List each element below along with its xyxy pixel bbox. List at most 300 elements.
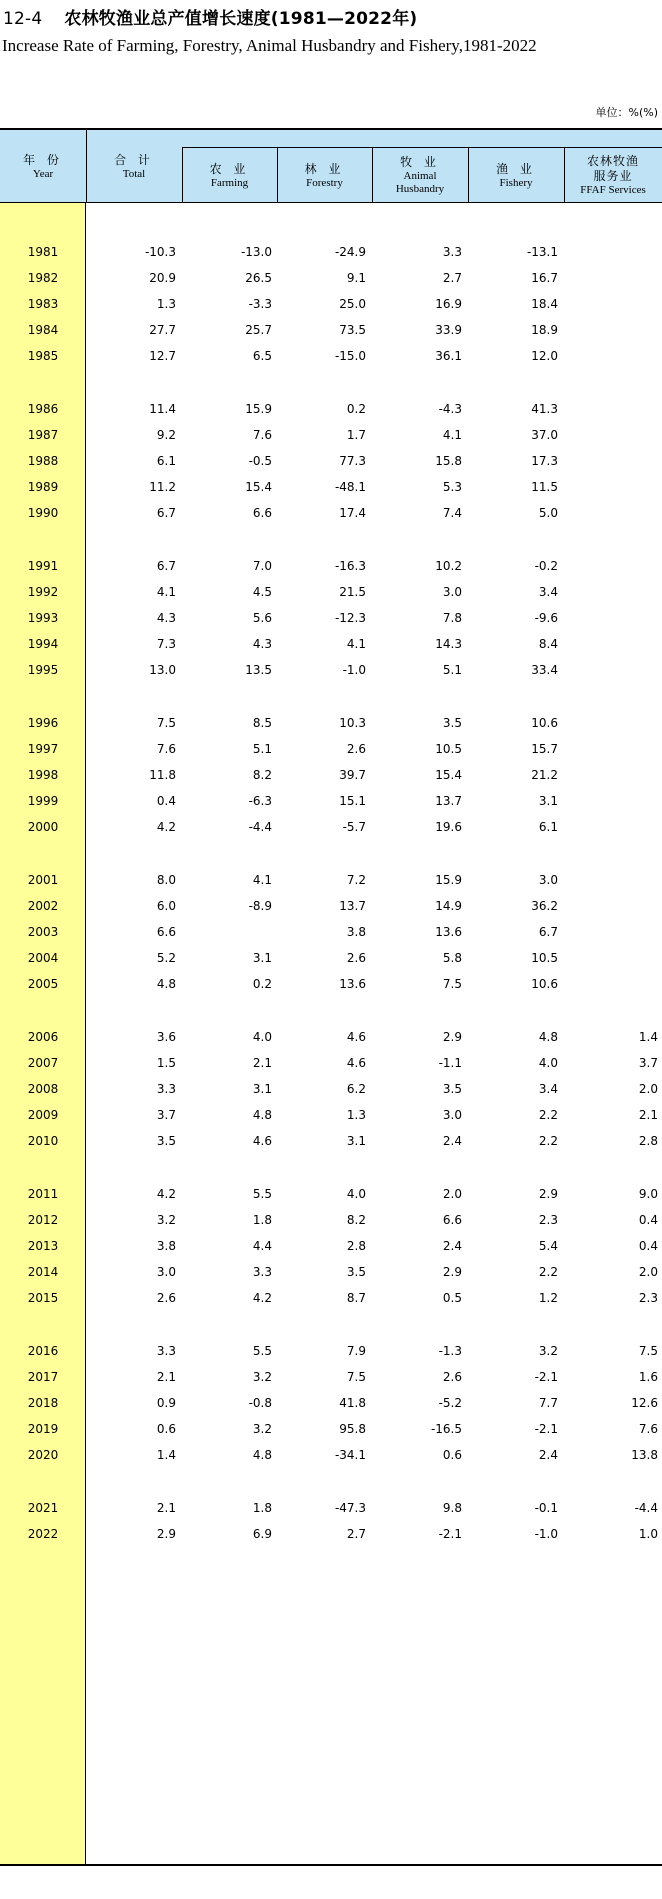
cell-forestry: 2.7	[346, 1527, 366, 1542]
cell-total: 7.6	[156, 742, 176, 757]
cell-total: 20.9	[149, 271, 176, 286]
cell-total: 6.1	[156, 454, 176, 469]
cell-ffaf-services: 2.8	[638, 1134, 658, 1149]
cell-fishery: 1.2	[538, 1291, 558, 1306]
cell-forestry: 0.2	[346, 402, 366, 416]
cell-total: 12.7	[149, 349, 176, 364]
title-text-zh: 农林牧渔业总产值增长速度(1981—2022年)	[64, 9, 418, 29]
header-farming-en: Farming	[210, 176, 249, 189]
header-year-zh: 年 份	[23, 152, 63, 167]
cell-year: 2011	[27, 1187, 59, 1201]
cell-year: 2022	[27, 1527, 59, 1542]
cell-year: 2006	[27, 1030, 59, 1044]
header-animal-zh: 牧 业	[400, 155, 440, 169]
cell-forestry: -16.3	[334, 559, 366, 573]
cell-forestry: 7.9	[346, 1344, 366, 1358]
cell-year: 1985	[27, 349, 59, 364]
cell-animal-husbandry: 7.5	[442, 977, 462, 992]
cell-forestry: -48.1	[334, 480, 366, 495]
cell-year: 1992	[27, 585, 59, 600]
cell-farming: -3.3	[248, 297, 272, 312]
cell-fishery: 21.2	[531, 768, 558, 783]
table-title-zh	[3, 4, 417, 29]
cell-total: 2.9	[156, 1527, 176, 1542]
cell-forestry: 2.8	[346, 1239, 366, 1254]
cell-total: 3.5	[156, 1134, 176, 1149]
cell-total: 4.8	[156, 977, 176, 992]
table-row	[0, 1185, 662, 1205]
cell-forestry: -47.3	[334, 1501, 366, 1515]
cell-animal-husbandry: -4.3	[438, 402, 462, 416]
cell-year: 2002	[27, 899, 59, 914]
cell-ffaf-services: 9.0	[638, 1187, 658, 1201]
cell-forestry: 2.6	[346, 742, 366, 757]
cell-farming: 4.8	[252, 1448, 272, 1463]
cell-fishery: 11.5	[531, 480, 558, 495]
cell-year: 2007	[27, 1056, 59, 1071]
cell-farming: 15.4	[245, 480, 272, 495]
table-header	[0, 128, 662, 203]
cell-farming: 15.9	[245, 402, 272, 416]
table-row	[0, 1028, 662, 1048]
cell-total: 4.3	[156, 611, 176, 626]
table-row	[0, 452, 662, 472]
cell-forestry: 25.0	[339, 297, 366, 312]
cell-animal-husbandry: 9.8	[442, 1501, 462, 1515]
cell-animal-husbandry: 7.8	[442, 611, 462, 626]
cell-year: 1999	[27, 794, 59, 809]
cell-fishery: 16.7	[531, 271, 558, 286]
cell-fishery: 6.7	[538, 925, 558, 940]
cell-year: 1986	[27, 402, 59, 416]
cell-ffaf-services: 0.4	[638, 1213, 658, 1228]
cell-year: 1996	[27, 716, 59, 730]
cell-farming: 8.5	[252, 716, 272, 730]
cell-farming: 7.6	[252, 428, 272, 443]
cell-farming: 4.1	[252, 873, 272, 887]
cell-animal-husbandry: 3.3	[442, 245, 462, 259]
cell-fishery: 2.9	[538, 1187, 558, 1201]
header-subdivider	[182, 147, 662, 148]
cell-year: 2015	[27, 1291, 59, 1306]
table-bottom-rule	[0, 1864, 662, 1866]
cell-year: 1990	[27, 506, 59, 521]
table-row	[0, 1420, 662, 1440]
year-column-background	[0, 128, 86, 1864]
cell-total: 6.6	[156, 925, 176, 940]
cell-ffaf-services: 1.0	[638, 1527, 658, 1542]
cell-animal-husbandry: 15.4	[435, 768, 462, 783]
cell-forestry: 3.8	[346, 925, 366, 940]
cell-total: 3.0	[156, 1265, 176, 1280]
cell-ffaf-services: 3.7	[638, 1056, 658, 1071]
cell-forestry: 9.1	[346, 271, 366, 286]
cell-forestry: 1.7	[346, 428, 366, 443]
cell-farming: -6.3	[248, 794, 272, 809]
table-row	[0, 478, 662, 498]
cell-total: 27.7	[149, 323, 176, 338]
cell-forestry: 4.6	[346, 1056, 366, 1071]
header-farming	[182, 148, 277, 203]
cell-forestry: 4.6	[346, 1030, 366, 1044]
cell-forestry: 3.5	[346, 1265, 366, 1280]
table-row	[0, 949, 662, 969]
table-row	[0, 609, 662, 629]
cell-fishery: 3.0	[538, 873, 558, 887]
header-divider	[468, 147, 469, 203]
table-row	[0, 504, 662, 524]
cell-animal-husbandry: 13.7	[435, 794, 462, 809]
cell-fishery: 41.3	[531, 402, 558, 416]
table-row	[0, 1289, 662, 1309]
cell-year: 2014	[27, 1265, 59, 1280]
cell-forestry: 77.3	[339, 454, 366, 469]
cell-animal-husbandry: 15.8	[435, 454, 462, 469]
cell-total: 9.2	[156, 428, 176, 443]
cell-ffaf-services: 0.4	[638, 1239, 658, 1254]
header-fishery	[468, 148, 564, 203]
cell-total: 6.7	[156, 506, 176, 521]
cell-ffaf-services: 12.6	[631, 1396, 658, 1411]
cell-total: 3.3	[156, 1344, 176, 1358]
cell-year: 1997	[27, 742, 59, 757]
cell-animal-husbandry: 33.9	[435, 323, 462, 338]
cell-forestry: -34.1	[334, 1448, 366, 1463]
table-row	[0, 1525, 662, 1545]
table-row	[0, 557, 662, 577]
cell-fishery: 10.6	[531, 716, 558, 730]
cell-year: 2013	[27, 1239, 59, 1254]
cell-total: 7.5	[156, 716, 176, 730]
cell-animal-husbandry: 14.9	[435, 899, 462, 914]
table-row	[0, 1394, 662, 1414]
cell-animal-husbandry: 2.4	[442, 1134, 462, 1149]
header-animal-en1: Animal	[403, 170, 437, 182]
cell-fishery: 3.2	[538, 1344, 558, 1358]
cell-forestry: 13.7	[339, 899, 366, 914]
cell-farming: 3.2	[252, 1422, 272, 1437]
cell-animal-husbandry: 16.9	[435, 297, 462, 312]
cell-year: 2004	[27, 951, 59, 966]
table-row	[0, 897, 662, 917]
cell-farming: 4.5	[252, 585, 272, 600]
cell-farming: -4.4	[248, 820, 272, 835]
cell-ffaf-services: 2.0	[638, 1082, 658, 1097]
cell-farming: 3.1	[252, 1082, 272, 1097]
cell-fishery: 17.3	[531, 454, 558, 469]
cell-year: 2012	[27, 1213, 59, 1228]
cell-animal-husbandry: 3.5	[442, 1082, 462, 1097]
cell-fishery: 10.6	[531, 977, 558, 992]
table-row	[0, 1211, 662, 1231]
cell-total: 2.1	[156, 1370, 176, 1385]
cell-total: 0.9	[156, 1396, 176, 1411]
cell-year: 2016	[27, 1344, 59, 1358]
table-row	[0, 400, 662, 420]
header-animal-husbandry	[372, 148, 468, 203]
table-row	[0, 740, 662, 760]
cell-forestry: 17.4	[339, 506, 366, 521]
cell-total: 3.3	[156, 1082, 176, 1097]
cell-animal-husbandry: 10.5	[435, 742, 462, 757]
cell-farming: 5.6	[252, 611, 272, 626]
cell-forestry: 13.6	[339, 977, 366, 992]
cell-farming: -8.9	[248, 899, 272, 914]
cell-total: 6.0	[156, 899, 176, 914]
cell-ffaf-services: -4.4	[634, 1501, 658, 1515]
header-total	[86, 130, 182, 203]
cell-forestry: 1.3	[346, 1108, 366, 1123]
cell-farming: 6.5	[252, 349, 272, 364]
cell-animal-husbandry: 2.9	[442, 1030, 462, 1044]
header-animal-en2: Husbandry	[395, 183, 445, 195]
cell-fishery: -0.2	[534, 559, 558, 573]
cell-farming: 4.2	[252, 1291, 272, 1306]
header-divider	[564, 147, 565, 203]
cell-year: 2020	[27, 1448, 59, 1463]
table-row	[0, 1132, 662, 1152]
cell-total: 13.0	[149, 663, 176, 678]
cell-fishery: -1.0	[534, 1527, 558, 1542]
cell-fishery: 8.4	[538, 637, 558, 652]
cell-farming: 3.2	[252, 1370, 272, 1385]
cell-animal-husbandry: 2.6	[442, 1370, 462, 1385]
cell-forestry: 3.1	[346, 1134, 366, 1149]
cell-forestry: -1.0	[342, 663, 366, 678]
cell-farming: -0.8	[248, 1396, 272, 1411]
cell-total: 4.2	[156, 820, 176, 835]
cell-animal-husbandry: 2.0	[442, 1187, 462, 1201]
cell-fishery: -13.1	[526, 245, 558, 259]
header-fishery-en: Fishery	[499, 176, 533, 189]
cell-fishery: 6.1	[538, 820, 558, 835]
cell-animal-husbandry: -1.1	[438, 1056, 462, 1071]
cell-year: 2005	[27, 977, 59, 992]
cell-year: 2009	[27, 1108, 59, 1123]
cell-animal-husbandry: 14.3	[435, 637, 462, 652]
header-forestry	[277, 148, 372, 203]
cell-fishery: 37.0	[531, 428, 558, 443]
cell-ffaf-services: 1.6	[638, 1370, 658, 1385]
table-row	[0, 583, 662, 603]
table-row	[0, 871, 662, 891]
cell-fishery: -2.1	[534, 1370, 558, 1385]
header-services-zh2: 服务业	[593, 169, 633, 183]
cell-total: 3.2	[156, 1213, 176, 1228]
cell-animal-husbandry: 5.3	[442, 480, 462, 495]
table-row	[0, 1263, 662, 1283]
cell-fishery: 7.7	[538, 1396, 558, 1411]
unit-label: 单位：%(%)	[595, 106, 658, 119]
table-row	[0, 818, 662, 838]
table-row	[0, 923, 662, 943]
cell-farming: 4.6	[252, 1134, 272, 1149]
table-row	[0, 1499, 662, 1519]
cell-total: -10.3	[144, 245, 176, 259]
table-row	[0, 347, 662, 367]
cell-year: 1994	[27, 637, 59, 652]
cell-animal-husbandry: 0.5	[442, 1291, 462, 1306]
cell-total: 2.1	[156, 1501, 176, 1515]
cell-animal-husbandry: 3.0	[442, 1108, 462, 1123]
cell-farming: 5.5	[252, 1187, 272, 1201]
cell-total: 1.4	[156, 1448, 176, 1463]
cell-ffaf-services: 7.6	[638, 1422, 658, 1437]
cell-forestry: 7.2	[346, 873, 366, 887]
cell-fishery: 18.9	[531, 323, 558, 338]
cell-farming: 1.8	[252, 1501, 272, 1515]
table-row	[0, 975, 662, 995]
cell-farming: 4.0	[252, 1030, 272, 1044]
cell-fishery: 4.0	[538, 1056, 558, 1071]
cell-fishery: 2.3	[538, 1213, 558, 1228]
cell-total: 5.2	[156, 951, 176, 966]
table-row	[0, 792, 662, 812]
cell-forestry: -15.0	[334, 349, 366, 364]
cell-year: 2003	[27, 925, 59, 940]
cell-year: 2018	[27, 1396, 59, 1411]
table-row	[0, 269, 662, 289]
cell-ffaf-services: 2.0	[638, 1265, 658, 1280]
cell-fishery: 5.4	[538, 1239, 558, 1254]
cell-fishery: -9.6	[534, 611, 558, 626]
cell-ffaf-services: 2.3	[638, 1291, 658, 1306]
table-row	[0, 635, 662, 655]
cell-forestry: 73.5	[339, 323, 366, 338]
table-row	[0, 243, 662, 263]
cell-fishery: 15.7	[531, 742, 558, 757]
table-row	[0, 661, 662, 681]
header-year-en: Year	[32, 167, 54, 180]
cell-animal-husbandry: -16.5	[430, 1422, 462, 1437]
header-forestry-zh: 林 业	[304, 161, 345, 176]
cell-year: 2008	[27, 1082, 59, 1097]
table-row	[0, 1054, 662, 1074]
cell-farming: 25.7	[245, 323, 272, 338]
cell-fishery: 36.2	[531, 899, 558, 914]
cell-year: 2017	[27, 1370, 59, 1385]
header-forestry-en: Forestry	[306, 176, 343, 189]
cell-total: 8.0	[156, 873, 176, 887]
cell-fishery: 3.1	[538, 794, 558, 809]
header-fishery-zh: 渔 业	[496, 161, 536, 176]
cell-total: 1.5	[156, 1056, 176, 1071]
cell-forestry: 41.8	[339, 1396, 366, 1411]
cell-total: 3.8	[156, 1239, 176, 1254]
cell-farming: 3.1	[252, 951, 272, 966]
cell-farming: 6.9	[252, 1527, 272, 1542]
header-total-en: Total	[122, 167, 146, 180]
cell-fishery: 2.2	[538, 1265, 558, 1280]
cell-animal-husbandry: -1.3	[438, 1344, 462, 1358]
cell-year: 2000	[27, 820, 59, 835]
cell-fishery: 18.4	[531, 297, 558, 312]
cell-animal-husbandry: 3.0	[442, 585, 462, 600]
cell-ffaf-services: 13.8	[631, 1448, 658, 1463]
table-number: 12-4	[3, 9, 43, 29]
cell-farming: 4.3	[252, 637, 272, 652]
header-services-en: FFAF Services	[580, 184, 646, 196]
cell-animal-husbandry: 3.5	[442, 716, 462, 730]
cell-animal-husbandry: 19.6	[435, 820, 462, 835]
cell-ffaf-services: 1.4	[638, 1030, 658, 1044]
header-total-zh: 合 计	[114, 152, 154, 167]
cell-total: 6.7	[156, 559, 176, 573]
table-row	[0, 1106, 662, 1126]
cell-fishery: 33.4	[531, 663, 558, 678]
cell-total: 0.4	[156, 794, 176, 809]
cell-total: 4.1	[156, 585, 176, 600]
cell-total: 2.6	[156, 1291, 176, 1306]
cell-fishery: -0.1	[534, 1501, 558, 1515]
cell-total: 1.3	[156, 297, 176, 312]
cell-farming: 13.5	[245, 663, 272, 678]
cell-ffaf-services: 7.5	[638, 1344, 658, 1358]
cell-animal-husbandry: 2.7	[442, 271, 462, 286]
cell-year: 1987	[27, 428, 59, 443]
cell-total: 0.6	[156, 1422, 176, 1437]
cell-fishery: 3.4	[538, 585, 558, 600]
cell-total: 7.3	[156, 637, 176, 652]
cell-year: 1989	[27, 480, 59, 495]
table-row	[0, 1446, 662, 1466]
cell-farming: 1.8	[252, 1213, 272, 1228]
cell-fishery: -2.1	[534, 1422, 558, 1437]
table-row	[0, 426, 662, 446]
cell-forestry: 10.3	[339, 716, 366, 730]
cell-year: 2001	[27, 873, 59, 887]
cell-forestry: 2.6	[346, 951, 366, 966]
cell-total: 11.2	[149, 480, 176, 495]
cell-farming: 4.8	[252, 1108, 272, 1123]
cell-year: 1983	[27, 297, 59, 312]
cell-fishery: 2.4	[538, 1448, 558, 1463]
cell-year: 2010	[27, 1134, 59, 1149]
cell-forestry: -5.7	[342, 820, 366, 835]
cell-animal-husbandry: 10.2	[435, 559, 462, 573]
cell-animal-husbandry: 5.8	[442, 951, 462, 966]
table-row	[0, 766, 662, 786]
cell-year: 1998	[27, 768, 59, 783]
header-services-zh1: 农林牧渔	[586, 154, 639, 168]
header-divider	[86, 130, 87, 203]
table-row	[0, 321, 662, 341]
cell-farming: 5.5	[252, 1344, 272, 1358]
cell-animal-husbandry: -5.2	[438, 1396, 462, 1411]
cell-farming: 6.6	[252, 506, 272, 521]
cell-total: 11.4	[149, 402, 176, 416]
cell-fishery: 3.4	[538, 1082, 558, 1097]
cell-forestry: 95.8	[339, 1422, 366, 1437]
header-year	[0, 130, 86, 203]
cell-year: 1984	[27, 323, 59, 338]
cell-fishery: 2.2	[538, 1134, 558, 1149]
cell-animal-husbandry: 7.4	[442, 506, 462, 521]
table-row	[0, 1368, 662, 1388]
cell-year: 1982	[27, 271, 59, 286]
cell-farming: 5.1	[252, 742, 272, 757]
cell-year: 1991	[27, 559, 59, 573]
cell-total: 4.2	[156, 1187, 176, 1201]
cell-forestry: -24.9	[334, 245, 366, 259]
table-title-en: Increase Rate of Farming, Forestry, Animal Husbandry and Fishery,1981-2022	[2, 36, 537, 55]
table-row	[0, 1237, 662, 1257]
cell-total: 11.8	[149, 768, 176, 783]
table-row	[0, 1342, 662, 1362]
cell-year: 1988	[27, 454, 59, 469]
cell-forestry: 4.0	[346, 1187, 366, 1201]
cell-animal-husbandry: 6.6	[442, 1213, 462, 1228]
